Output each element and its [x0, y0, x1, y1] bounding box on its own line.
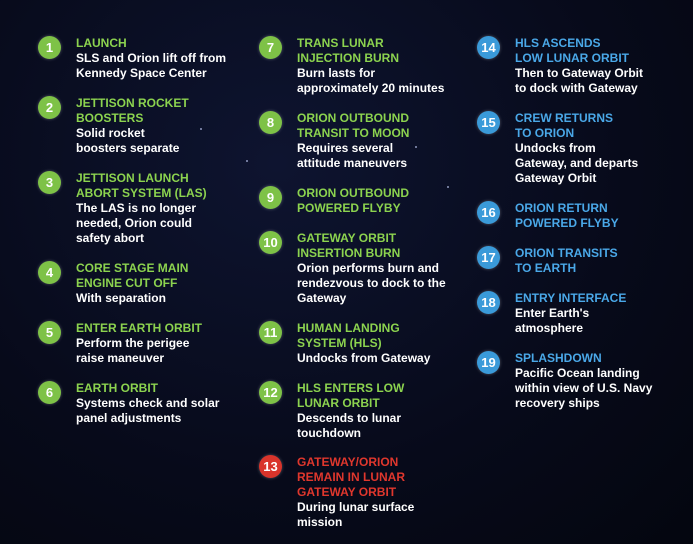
step-number-badge: 2	[38, 96, 61, 119]
step-4	[38, 261, 238, 306]
step-3	[38, 171, 238, 246]
step-10	[259, 231, 459, 306]
step-11	[259, 321, 459, 366]
step-title: EARTH ORBIT	[76, 381, 158, 395]
step-title: JETTISON LAUNCH ABORT SYSTEM (LAS)	[76, 171, 207, 200]
step-number-badge: 18	[477, 291, 500, 314]
step-number-badge: 17	[477, 246, 500, 269]
step-12	[259, 381, 459, 441]
step-19	[477, 351, 677, 411]
step-7	[259, 36, 459, 96]
step-number-badge: 9	[259, 186, 282, 209]
step-title: ORION TRANSITS TO EARTH	[515, 246, 618, 275]
step-title: TRANS LUNAR INJECTION BURN	[297, 36, 400, 65]
step-18	[477, 291, 677, 336]
step-description: Then to Gateway Orbit to dock with Gateway	[515, 66, 644, 95]
step-number-badge: 10	[259, 231, 282, 254]
step-title: ORION OUTBOUND POWERED FLYBY	[297, 186, 409, 215]
step-description: During lunar surface mission	[297, 500, 415, 529]
step-number-badge: 12	[259, 381, 282, 404]
step-title: SPLASHDOWN	[515, 351, 602, 365]
step-number-badge: 15	[477, 111, 500, 134]
step-title: ENTRY INTERFACE	[515, 291, 627, 305]
step-number-badge: 11	[259, 321, 282, 344]
step-title: GATEWAY/ORION REMAIN IN LUNAR GATEWAY ORBIT	[297, 455, 405, 499]
step-description: With separation	[76, 291, 166, 305]
step-14	[477, 36, 677, 96]
step-number-badge: 8	[259, 111, 282, 134]
step-description: Perform the perigee raise maneuver	[76, 336, 190, 365]
step-description: Descends to lunar touchdown	[297, 411, 402, 440]
step-title: JETTISON ROCKET BOOSTERS	[76, 96, 189, 125]
step-number-badge: 6	[38, 381, 61, 404]
star	[246, 160, 248, 162]
step-2	[38, 96, 238, 156]
step-15	[477, 111, 677, 186]
step-description: Solid rocket boosters separate	[76, 126, 180, 155]
step-title: LAUNCH	[76, 36, 127, 50]
step-number-badge: 16	[477, 201, 500, 224]
step-description: Undocks from Gateway	[297, 351, 431, 365]
step-description: SLS and Orion lift off from Kennedy Space Center	[76, 51, 226, 80]
step-title: CREW RETURNS TO ORION	[515, 111, 613, 140]
step-16	[477, 201, 677, 231]
step-title: GATEWAY ORBIT INSERTION BURN	[297, 231, 401, 260]
step-1	[38, 36, 238, 81]
step-title: ORION OUTBOUND TRANSIT TO MOON	[297, 111, 410, 140]
step-number-badge: 14	[477, 36, 500, 59]
step-description: The LAS is no longer needed, Orion could safety abort	[76, 201, 197, 245]
step-description: Orion performs burn and rendezvous to dock to the Gateway	[297, 261, 446, 305]
step-17	[477, 246, 677, 276]
step-number-badge: 7	[259, 36, 282, 59]
step-title: HLS ASCENDS LOW LUNAR ORBIT	[515, 36, 629, 65]
step-description: Undocks from Gateway, and departs Gateway Orbit	[515, 141, 639, 185]
step-8	[259, 111, 459, 171]
step-title: ENTER EARTH ORBIT	[76, 321, 202, 335]
step-6	[38, 381, 238, 426]
step-description: Enter Earth's atmosphere	[515, 306, 590, 335]
step-number-badge: 1	[38, 36, 61, 59]
step-number-badge: 5	[38, 321, 61, 344]
step-title: HUMAN LANDING SYSTEM (HLS)	[297, 321, 400, 350]
step-description: Systems check and solar panel adjustments	[76, 396, 220, 425]
step-title: ORION RETURN POWERED FLYBY	[515, 201, 619, 230]
step-description: Burn lasts for approximately 20 minutes	[297, 66, 445, 95]
step-5	[38, 321, 238, 366]
step-number-badge: 19	[477, 351, 500, 374]
step-9	[259, 186, 459, 216]
step-13	[259, 455, 459, 530]
step-description: Requires several attitude maneuvers	[297, 141, 408, 170]
step-number-badge: 13	[259, 455, 282, 478]
step-number-badge: 4	[38, 261, 61, 284]
step-description: Pacific Ocean landing within view of U.S. Navy recovery ships	[515, 366, 653, 410]
step-title: CORE STAGE MAIN ENGINE CUT OFF	[76, 261, 189, 290]
step-number-badge: 3	[38, 171, 61, 194]
step-title: HLS ENTERS LOW LUNAR ORBIT	[297, 381, 405, 410]
